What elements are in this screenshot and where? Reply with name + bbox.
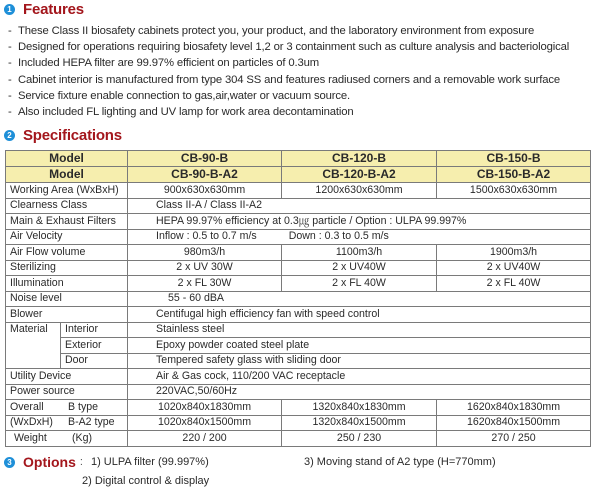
features-title: Features: [23, 1, 84, 18]
table-row: Power source 220VAC,50/60Hz: [6, 384, 591, 400]
table-row: Main & Exhaust Filters HEPA 99.97% efficiency at 0.3㎍ particle / Option : ULPA 99.997%: [6, 214, 591, 230]
table-row: Illumination 2 x FL 30W 2 x FL 40W 2 x FL 40W: [6, 276, 591, 292]
table-row: Air Flow volume 980m3/h 1100m3/h 1900m3/h: [6, 245, 591, 261]
table-row: Exterior Epoxy powder coated steel plate: [6, 338, 591, 354]
feature-item: - Also included FL lighting and UV lamp for work area decontamination: [8, 105, 354, 118]
feature-item: - Included HEPA filter are 99.97% efficient on particles of 0.3um: [8, 57, 319, 70]
table-row: Working Area (WxBxH) 900x630x630mm 1200x630x630mm 1500x630x630mm: [6, 183, 591, 199]
features-list: [8, 23, 569, 120]
table-row: Overall B type 1020x840x1830mm 1320x840x1830mm 1620x840x1830mm: [6, 400, 591, 416]
table-row: Weight (Kg) 220 / 200 250 / 230 270 / 250: [6, 431, 591, 447]
feature-item: - Designed for operations requiring biosafety level 1,2 or 3 containment such as culture analysis and bacteriological: [8, 41, 570, 54]
number-badge-icon: 1: [4, 4, 15, 15]
specifications-table: [5, 150, 591, 447]
table-row: Utility Device Air & Gas cock, 110/200 VAC receptacle: [6, 369, 591, 385]
features-heading: [4, 1, 84, 18]
model-header-row: Model CB-90-B CB-120-B CB-150-B: [6, 151, 591, 167]
specifications-heading: [4, 127, 122, 144]
table-row: Sterilizing 2 x UV 30W 2 x UV40W 2 x UV40W: [6, 260, 591, 276]
options-section: 3 Options : 1) ULPA filter (99.997%) 3) Moving stand of A2 type (H=770mm) 2) Digital control & display: [4, 454, 496, 489]
feature-item: - Cabinet interior is manufactured from type 304 SS and features radiused corners and a removable work surface: [8, 73, 561, 86]
number-badge-icon: 2: [4, 130, 15, 141]
number-badge-icon: 3: [4, 457, 15, 468]
option-item: 2) Digital control & display: [82, 475, 210, 487]
options-title: Options: [23, 454, 76, 470]
table-row: Blower Centifugal high efficiency fan with speed control: [6, 307, 591, 323]
table-row: Door Tempered safety glass with sliding door: [6, 353, 591, 369]
feature-item: - These Class II biosafety cabinets protect you, your product, and the laboratory environment from exposure: [8, 25, 535, 37]
option-item: 1) ULPA filter (99.997%): [90, 456, 209, 468]
table-row: Material Interior Stainless steel: [6, 322, 591, 338]
option-item: 3) Moving stand of A2 type (H=770mm): [303, 456, 496, 468]
feature-item: - Service fixture enable connection to gas,air,water or vacuum source.: [8, 89, 351, 102]
table-row: Noise level 55 - 60 dBA: [6, 291, 591, 307]
table-row: (WxDxH) B-A2 type 1020x840x1500mm 1320x840x1500mm 1620x840x1500mm: [6, 415, 591, 431]
model-a2-header-row: Model CB-90-B-A2 CB-120-B-A2 CB-150-B-A2: [6, 167, 591, 183]
specifications-title: Specifications: [23, 127, 122, 144]
table-row: Air Velocity Inflow : 0.5 to 0.7 m/s Down : 0.3 to 0.5 m/s: [6, 229, 591, 245]
table-row: Clearness Class Class II-A / Class II-A2: [6, 198, 591, 214]
